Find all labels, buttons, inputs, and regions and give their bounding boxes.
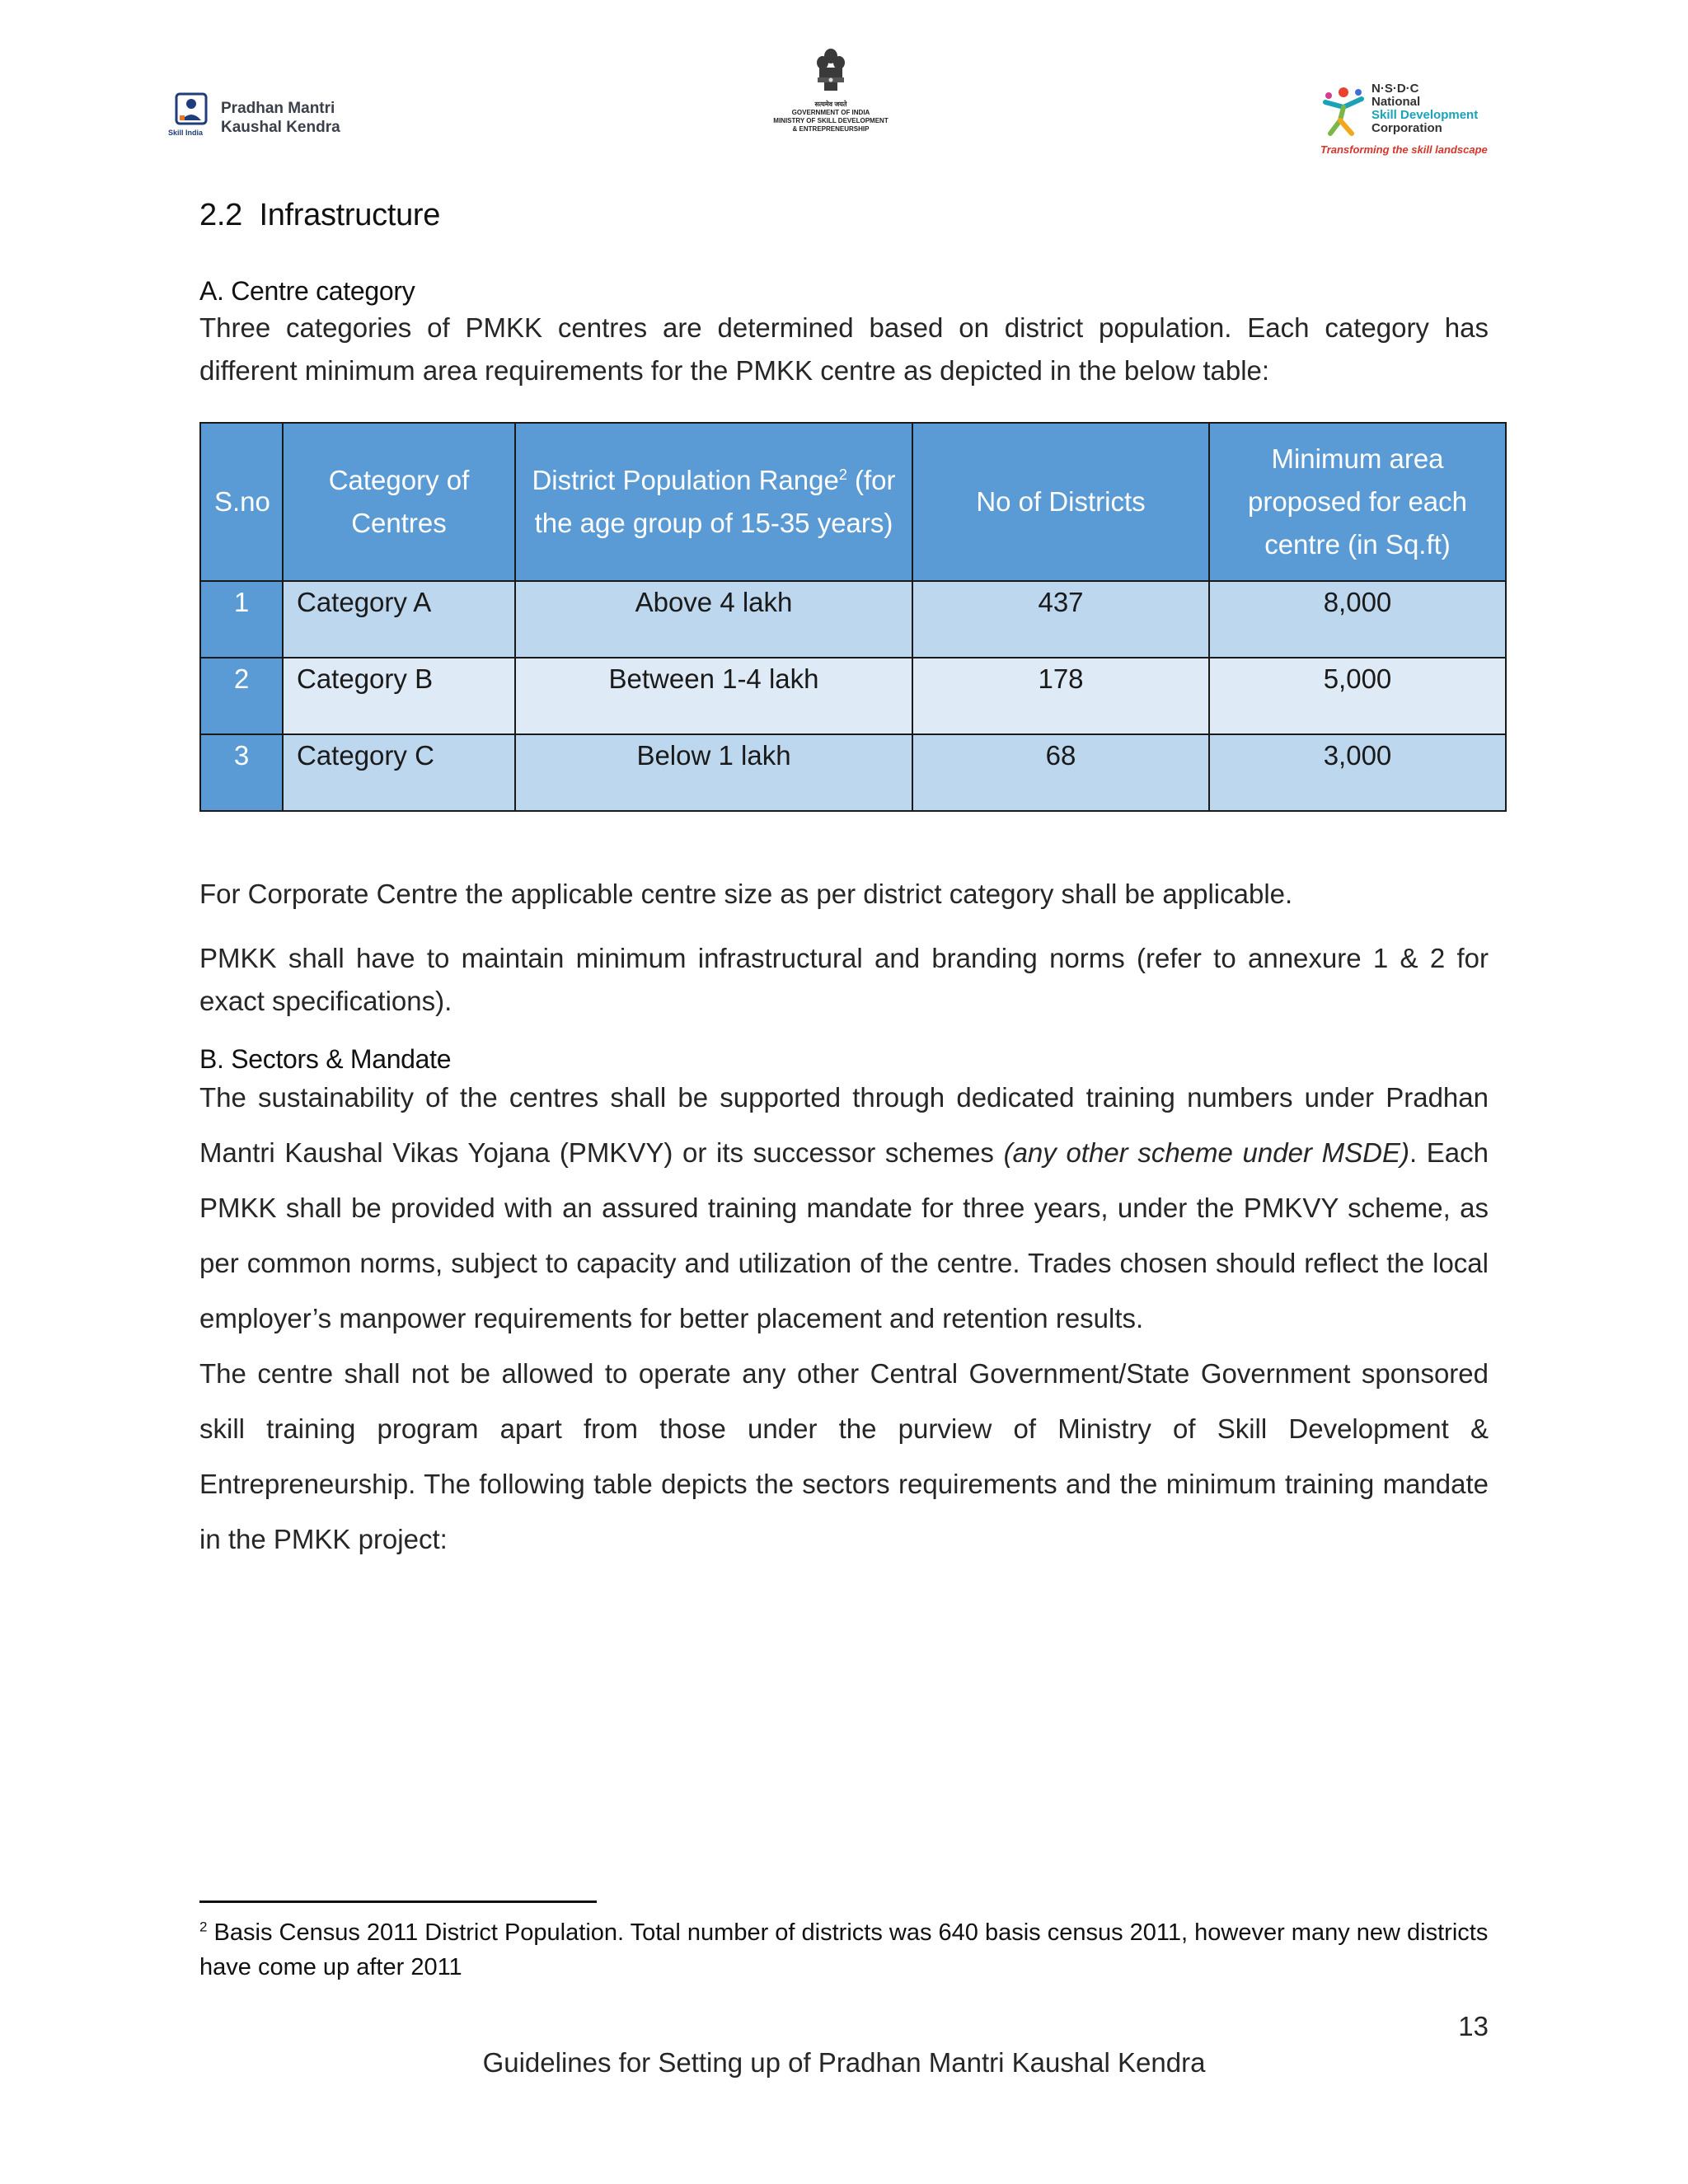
- footnote-ref: 2: [838, 466, 847, 483]
- footnote-text: Basis Census 2011 District Population. Total number of districts was 640 basis census 2011, however many new districts have come up after 2011: [199, 1919, 1489, 1980]
- cell-districts: 437: [912, 581, 1209, 658]
- nsdc-line2: Skill Development: [1372, 108, 1479, 122]
- cell-area: 3,000: [1209, 734, 1506, 811]
- cell-sno: 1: [200, 581, 283, 658]
- header-population: [515, 423, 912, 581]
- nsdc-line3: Corporation: [1372, 121, 1442, 135]
- skill-india-label: Skill India: [168, 129, 204, 137]
- section-b-para1-text: The sustainability of the centres shall be supported through dedicated training numbers under Pradhan Mantri Kaushal Vikas Yojana (PMKVY) or its successor schemes: [199, 1082, 1489, 1168]
- footnote: [199, 1915, 1493, 1985]
- government-line3: & ENTREPRENEURSHIP: [792, 125, 870, 133]
- government-motto: सत्यमेव जयते: [814, 101, 847, 108]
- centre-category-table: [199, 422, 1507, 812]
- section-a-heading: A. Centre category: [199, 276, 415, 306]
- cell-category: Category A: [283, 581, 515, 658]
- nsdc-text: [1372, 82, 1478, 135]
- footnote-separator: [199, 1900, 597, 1903]
- section-b-para2: The centre shall not be allowed to operate any other Central Government/State Government sponsored skill training program apart from those under the purview of Ministry of Skill Development & Entrepreneurship. The following table depicts the sectors requirements and the minimum training mandate in the PMKK project:: [199, 1358, 1489, 1554]
- pmkk-logo-line1: Pradhan Mantri: [221, 100, 335, 117]
- main-content: [199, 198, 1489, 1567]
- section-b-para1-text-end: . Each PMKK shall be provided with an assured training mandate for three years, under the PMKVY scheme, as per common norms, subject to capacity and utilization of the centre. Trades chosen should reflect the local employer’s manpower requirements for better placement and retention results.: [199, 1137, 1489, 1333]
- section-b-para1: [199, 1070, 1489, 1346]
- cell-area: 5,000: [1209, 658, 1506, 734]
- norms-note: PMKK shall have to maintain minimum infrastructural and branding norms (refer to annexure 1 & 2 for exact specifications).: [199, 943, 1489, 1016]
- nsdc-line1: National: [1372, 95, 1421, 109]
- nsdc-logo: [1319, 79, 1492, 162]
- table-header-row: [200, 423, 1506, 581]
- cell-range: Between 1-4 lakh: [515, 658, 912, 734]
- government-emblem-logo: [748, 48, 913, 138]
- cell-range: Below 1 lakh: [515, 734, 912, 811]
- government-text: [748, 101, 913, 134]
- nsdc-acronym: N·S·D·C: [1372, 82, 1419, 96]
- header-population-text: District Population Range: [532, 465, 839, 495]
- section-title: 2.2 Infrastructure: [199, 198, 441, 232]
- government-line2: MINISTRY OF SKILL DEVELOPMENT: [773, 117, 889, 124]
- cell-sno: 3: [200, 734, 283, 811]
- header-category: Category of Centres: [283, 423, 515, 581]
- cell-range: Above 4 lakh: [515, 581, 912, 658]
- table-row: [200, 658, 1506, 734]
- ashoka-emblem-icon: [814, 48, 847, 99]
- header-area: Minimum area proposed for each centre (in Sq.ft): [1209, 423, 1506, 581]
- cell-category: Category B: [283, 658, 515, 734]
- footer-title: Guidelines for Setting up of Pradhan Mantri Kaushal Kendra: [482, 2047, 1206, 2078]
- header-population-suffix: (for the age group of 15-35 years): [534, 465, 896, 538]
- section-b-para1-italic: (any other scheme under MSDE): [1003, 1137, 1409, 1168]
- page-number: 13: [1458, 2011, 1489, 2041]
- table-row: [200, 734, 1506, 811]
- government-line1: GOVERNMENT OF INDIA: [791, 109, 870, 116]
- section-a-intro: Three categories of PMKK centres are determined based on district population. Each category has different minimum area requirements for the PMKK centre as depicted in the below table:: [199, 312, 1489, 386]
- cell-sno: 2: [200, 658, 283, 734]
- cell-districts: 68: [912, 734, 1209, 811]
- footnote-marker: 2: [199, 1919, 208, 1935]
- skill-india-emblem-icon: [173, 91, 209, 127]
- header-districts: No of Districts: [912, 423, 1209, 581]
- cell-districts: 178: [912, 658, 1209, 734]
- table-row: [200, 581, 1506, 658]
- pmkk-logo-line2: Kaushal Kendra: [221, 119, 340, 136]
- nsdc-figure-icon: [1319, 84, 1368, 137]
- cell-category: Category C: [283, 734, 515, 811]
- section-b-heading: B. Sectors & Mandate: [199, 1044, 452, 1074]
- header-sno: S.no: [200, 423, 283, 581]
- pmkk-logo-text: [221, 99, 340, 137]
- nsdc-tagline: Transforming the skill landscape: [1320, 143, 1488, 156]
- pmkk-logo: [168, 89, 366, 143]
- corporate-note: For Corporate Centre the applicable centre size as per district category shall be applicable.: [199, 879, 1293, 909]
- cell-area: 8,000: [1209, 581, 1506, 658]
